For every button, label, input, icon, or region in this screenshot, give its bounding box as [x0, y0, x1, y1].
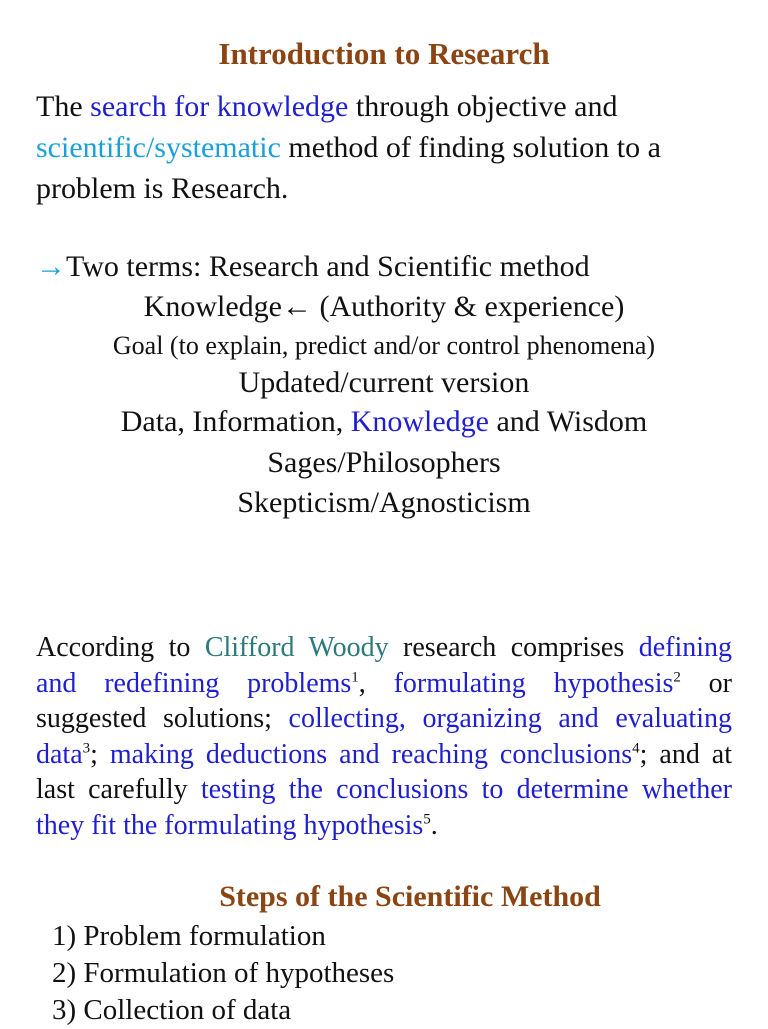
knowledge-line: Knowledge← (Authority & experience)	[143, 290, 625, 323]
two-terms-line	[36, 248, 736, 286]
author-name: Clifford Woody	[204, 632, 389, 663]
list-item: 3) Collection of data	[52, 994, 292, 1026]
footnote-3: 3	[82, 740, 91, 757]
updated-line: Updated/current version	[238, 366, 530, 399]
dikw-text-2: and Wisdom	[488, 405, 648, 438]
highlight-knowledge: Knowledge	[350, 405, 489, 438]
woody-text-7: .	[430, 809, 438, 841]
footnote-4: 4	[632, 740, 640, 757]
steps-list	[52, 918, 752, 1029]
woody-text-2: research comprises	[388, 632, 639, 663]
footnote-5: 5	[423, 811, 431, 828]
woody-text-3: ,	[358, 667, 394, 699]
step-collecting-data: collecting, organizing and evaluating data	[36, 703, 732, 770]
woody-text-1: According to	[36, 632, 205, 663]
step-testing-conclusions: testing the conclusions to determine whether they fit the formulating hypothesis	[36, 774, 732, 841]
woody-paragraph	[36, 630, 732, 844]
woody-text-4: or suggested solutions;	[36, 667, 732, 735]
goal-line: Goal (to explain, predict and/or control phenomena)	[112, 331, 656, 360]
research-definition	[36, 86, 736, 209]
list-item: 1) Problem formulation	[52, 920, 326, 952]
definition-text-2: through objective and	[348, 90, 618, 123]
definition-text-3: method of finding solution to a problem is Research.	[36, 131, 661, 205]
skepticism-line: Skepticism/Agnosticism	[237, 486, 531, 519]
step-formulating-hypothesis: formulating hypothesis	[393, 667, 674, 699]
page-title: Introduction to Research	[218, 36, 550, 71]
highlight-scientific-systematic: scientific/systematic	[36, 131, 281, 164]
footnote-1: 1	[351, 669, 359, 686]
arrow-icon: →	[36, 250, 66, 283]
two-terms-text: Two terms: Research and Scientific method	[66, 250, 590, 283]
highlight-search-for-knowledge: search for knowledge	[90, 90, 349, 123]
step-making-deductions: making deductions and reaching conclusions	[109, 738, 633, 770]
step-defining-problems: defining and redefining problems	[36, 632, 732, 699]
dikw-line	[0, 403, 768, 441]
list-item: 2) Formulation of hypotheses	[52, 957, 395, 989]
footnote-2: 2	[673, 669, 681, 686]
woody-text-5: ;	[90, 738, 110, 770]
dikw-text-1: Data, Information,	[120, 405, 351, 438]
woody-text-6: ; and at last carefully	[36, 738, 733, 806]
sages-line: Sages/Philosophers	[267, 446, 501, 479]
definition-text-1: The	[36, 90, 91, 123]
steps-heading: Steps of the Scientific Method	[219, 880, 601, 913]
